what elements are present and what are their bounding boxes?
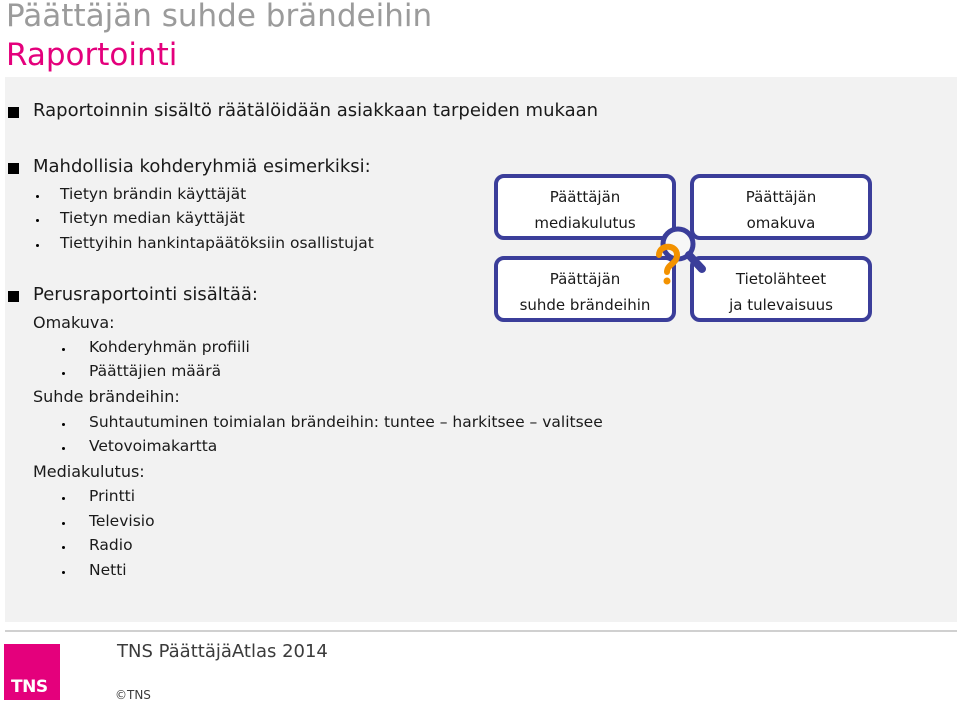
box-label: suhde brändeihin (519, 296, 651, 314)
dot-bullet-icon (62, 372, 65, 375)
dot-bullet-icon (36, 219, 39, 222)
square-bullet-icon (8, 291, 19, 302)
list-item: Kohderyhmän profiili (89, 338, 250, 356)
bullet-report-content: Raportoinnin sisältö räätälöidään asiakkaan tarpeiden mukaan (33, 100, 599, 121)
section-heading: Omakuva: (33, 313, 115, 332)
list-item: Suhtautuminen toimialan brändeihin: tuntee – harkitsee – valitsee (89, 413, 603, 431)
copyright: ©TNS (115, 688, 151, 702)
list-item: Tietyn median käyttäjät (60, 209, 245, 227)
box-label: Päättäjän (745, 188, 817, 206)
magnifier-question-icon (640, 220, 706, 286)
box-self-image (690, 174, 872, 240)
dot-bullet-icon (62, 348, 65, 351)
box-label: Tietolähteet (735, 270, 827, 288)
square-bullet-icon (8, 107, 19, 118)
logo-text: TNS (11, 677, 48, 697)
list-item: Tietyn brändin käyttäjät (60, 185, 247, 203)
dot-bullet-icon (62, 447, 65, 450)
list-item: Päättäjien määrä (89, 362, 222, 380)
list-item: Tiettyihin hankintapäätöksiin osallistujat (60, 234, 374, 252)
dot-bullet-icon (62, 546, 65, 549)
box-label: ja tulevaisuus (729, 296, 833, 314)
tns-logo (4, 644, 60, 700)
box-label: omakuva (746, 214, 816, 232)
footer-title: TNS PäättäjäAtlas 2014 (117, 641, 328, 662)
box-label: Päättäjän (549, 270, 621, 288)
dot-bullet-icon (62, 571, 65, 574)
bullet-target-groups: Mahdollisia kohderyhmiä esimerkiksi: (33, 156, 371, 177)
list-item: Televisio (89, 512, 155, 530)
page-subtitle: Raportointi (6, 37, 178, 73)
dot-bullet-icon (62, 423, 65, 426)
square-bullet-icon (8, 163, 19, 174)
list-item: Vetovoimakartta (89, 437, 218, 455)
section-heading: Suhde brändeihin: (33, 387, 180, 406)
list-item: Netti (89, 561, 127, 579)
box-information-sources (690, 256, 872, 322)
list-item: Printti (89, 487, 136, 505)
page-title: Päättäjän suhde brändeihin (6, 0, 433, 34)
dot-bullet-icon (62, 522, 65, 525)
box-label: Päättäjän (549, 188, 621, 206)
box-label: mediakulutus (534, 214, 636, 232)
dot-bullet-icon (62, 497, 65, 500)
section-heading: Mediakulutus: (33, 462, 145, 481)
footer-divider (5, 630, 957, 632)
dot-bullet-icon (36, 195, 39, 198)
dot-bullet-icon (36, 244, 39, 247)
bullet-basic-report: Perusraportointi sisältää: (33, 284, 258, 305)
list-item: Radio (89, 536, 133, 554)
